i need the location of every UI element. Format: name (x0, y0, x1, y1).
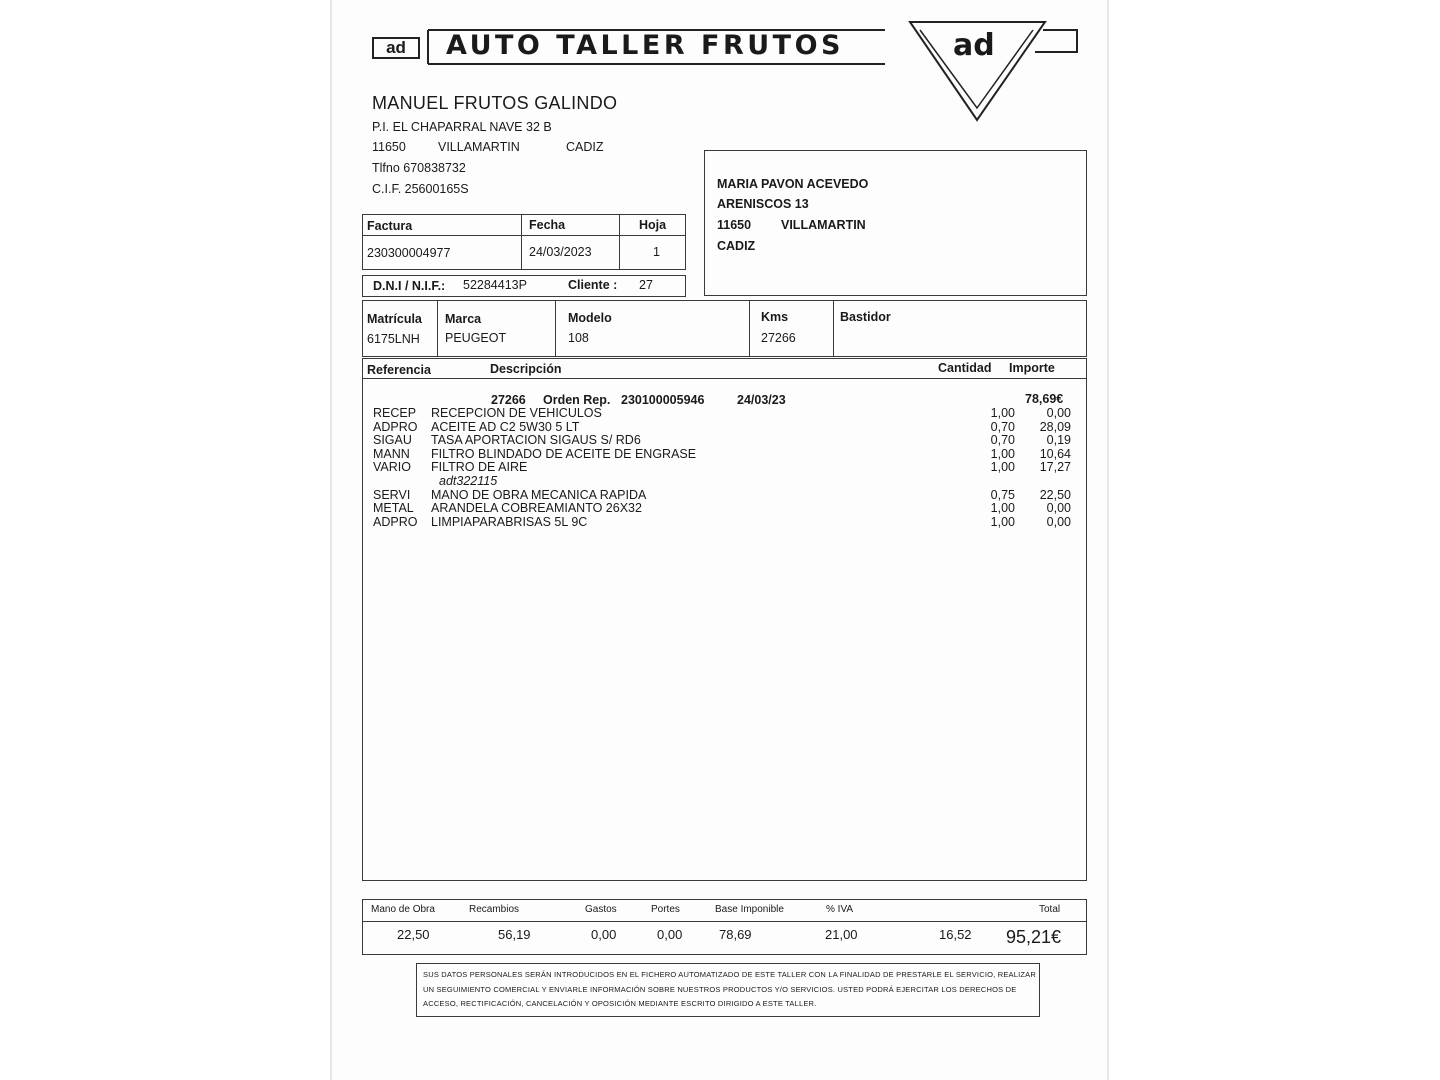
gastos-value: 0,00 (591, 927, 617, 942)
line-ref: VARIO (373, 460, 411, 475)
customer-postal-code: 11650 (717, 218, 752, 232)
line-amount: 22,50 (1039, 487, 1071, 502)
recambios-label: Recambios (469, 904, 520, 915)
line-quantity: 0,70 (990, 419, 1015, 434)
recambios-value: 56,19 (498, 927, 531, 942)
line-description: TASA APORTACION SIGAUS S/ RD6 (431, 433, 641, 448)
issuer-city: VILLAMARTIN (438, 140, 520, 154)
ad-logo-small: ad (372, 37, 420, 59)
line-description: RECEPCION DE VEHICULOS (431, 406, 602, 420)
marca-value: PEUGEOT (445, 331, 507, 345)
modelo-value: 108 (568, 331, 589, 345)
mano-obra-label: Mano de Obra (371, 904, 435, 915)
line-amount: 17,27 (1039, 460, 1071, 475)
col-importe: Importe (1009, 361, 1055, 375)
portes-value: 0,00 (657, 927, 683, 942)
order-number: 230100005946 (621, 393, 705, 407)
customer-box (704, 150, 1087, 296)
customer-province: CADIZ (717, 239, 756, 253)
issuer-phone: Tlfno 670838732 (372, 161, 466, 175)
line-ref: SERVI (373, 487, 411, 502)
line-description: FILTRO BLINDADO DE ACEITE DE ENGRASE (431, 446, 697, 461)
factura-label: Factura (367, 219, 413, 233)
gastos-label: Gastos (585, 904, 617, 915)
mano-obra-value: 22,50 (397, 927, 430, 942)
customer-city: VILLAMARTIN (781, 218, 866, 232)
invoice-header-box (362, 214, 686, 270)
line-ref: METAL (373, 501, 414, 516)
line-quantity: 1,00 (990, 514, 1015, 529)
line-amount: 28,09 (1039, 419, 1071, 434)
iva-amount-value: 16,52 (939, 927, 972, 942)
line-amount: 0,00 (1046, 514, 1071, 529)
line-quantity: 1,00 (990, 460, 1015, 475)
marca-label: Marca (445, 312, 482, 326)
line-ref: SIGAU (373, 433, 412, 448)
line-description: ARANDELA COBREAMIANTO 26X32 (431, 501, 642, 516)
fecha-value: 24/03/2023 (529, 245, 592, 259)
line-quantity: 0,70 (990, 433, 1015, 448)
cliente-value: 27 (639, 278, 653, 292)
col-referencia: Referencia (367, 363, 431, 377)
matricula-value: 6175LNH (367, 332, 420, 346)
issuer-postal-code: 11650 (372, 140, 406, 154)
iva-pct-value: 21,00 (825, 927, 858, 942)
ad-logo-large: ad (953, 28, 995, 63)
line-quantity: 1,00 (990, 406, 1015, 420)
cliente-label: Cliente : (568, 278, 618, 292)
dni-value: 52284413P (463, 278, 527, 292)
order-label: Orden Rep. (543, 393, 611, 407)
legal-notice (416, 963, 1040, 1017)
factura-number: 230300004977 (367, 246, 451, 260)
kms-label: Kms (761, 310, 789, 324)
issuer-cif: C.I.F. 25600165S (372, 182, 469, 196)
issuer-province: CADIZ (566, 140, 604, 154)
dni-label: D.N.I / N.I.F.: (373, 279, 446, 293)
line-description: LIMPIAPARABRISAS 5L 9C (431, 514, 588, 529)
hoja-label: Hoja (639, 218, 667, 232)
totals-box (362, 899, 1087, 955)
total-value: 95,21€ (1006, 927, 1062, 947)
dni-box (362, 275, 686, 297)
portes-label: Portes (651, 904, 680, 915)
line-ref: ADPRO (373, 419, 418, 434)
base-imponible-label: Base Imponible (715, 904, 784, 915)
line-amount: 0,00 (1046, 406, 1071, 420)
lines-table (362, 358, 1087, 881)
customer-address: ARENISCOS 13 (717, 197, 809, 211)
order-total: 78,69€ (1025, 392, 1064, 406)
hoja-value: 1 (653, 245, 660, 259)
company-brand-name: AUTO TALLER FRUTOS (446, 30, 844, 61)
line-description: adt322115 (439, 474, 498, 488)
line-description: FILTRO DE AIRE (431, 460, 528, 475)
line-description: ACEITE AD C2 5W30 5 LT (431, 419, 580, 434)
issuer-address: P.I. EL CHAPARRAL NAVE 32 B (372, 120, 552, 134)
order-kms: 27266 (491, 393, 526, 407)
kms-value: 27266 (761, 331, 796, 345)
bastidor-label: Bastidor (840, 310, 891, 324)
line-quantity: 1,00 (990, 501, 1015, 516)
modelo-label: Modelo (568, 311, 612, 325)
col-cantidad: Cantidad (938, 361, 992, 375)
line-ref: RECEP (373, 406, 417, 420)
fecha-label: Fecha (529, 218, 566, 232)
line-amount: 0,00 (1046, 501, 1071, 516)
line-ref: ADPRO (373, 514, 418, 529)
vehicle-box (362, 300, 1087, 357)
customer-name: MARIA PAVON ACEVEDO (717, 177, 869, 191)
line-description: MANO DE OBRA MECANICA RAPIDA (431, 487, 647, 502)
line-quantity: 1,00 (990, 446, 1015, 461)
total-label: Total (1039, 904, 1061, 915)
col-descripcion: Descripción (490, 362, 562, 376)
base-imponible-value: 78,69 (719, 927, 752, 942)
line-amount: 0,19 (1046, 433, 1071, 448)
order-date: 24/03/23 (737, 393, 786, 407)
legal-line-2: UN SEGUIMIENTO COMERCIAL Y ENVIARLE INFORMACIÓN SOBRE NUESTROS PRODUCTOS Y/O SERVICIOS. USTED PODRÁ EJERCITAR LOS DERECHOS DE (423, 985, 1017, 994)
issuer-name: MANUEL FRUTOS GALINDO (372, 93, 618, 113)
legal-line-1: SUS DATOS PERSONALES SERÁN INTRODUCIDOS EN EL FICHERO AUTOMATIZADO DE ESTE TALLER CON LA FINALIDAD DE PRESTARLE EL SERVICIO, REALIZAR (423, 970, 1036, 979)
matricula-label: Matrícula (367, 312, 422, 326)
line-quantity: 0,75 (990, 487, 1015, 502)
iva-label: % IVA (826, 904, 854, 915)
legal-line-3: ACCESO, RECTIFICACIÓN, CANCELACIÓN Y OPOSICIÓN MEDIANTE ESCRITO DIRIGIDO A ESTE TALLER. (423, 999, 817, 1008)
line-ref: MANN (373, 446, 410, 461)
line-amount: 10,64 (1039, 446, 1071, 461)
